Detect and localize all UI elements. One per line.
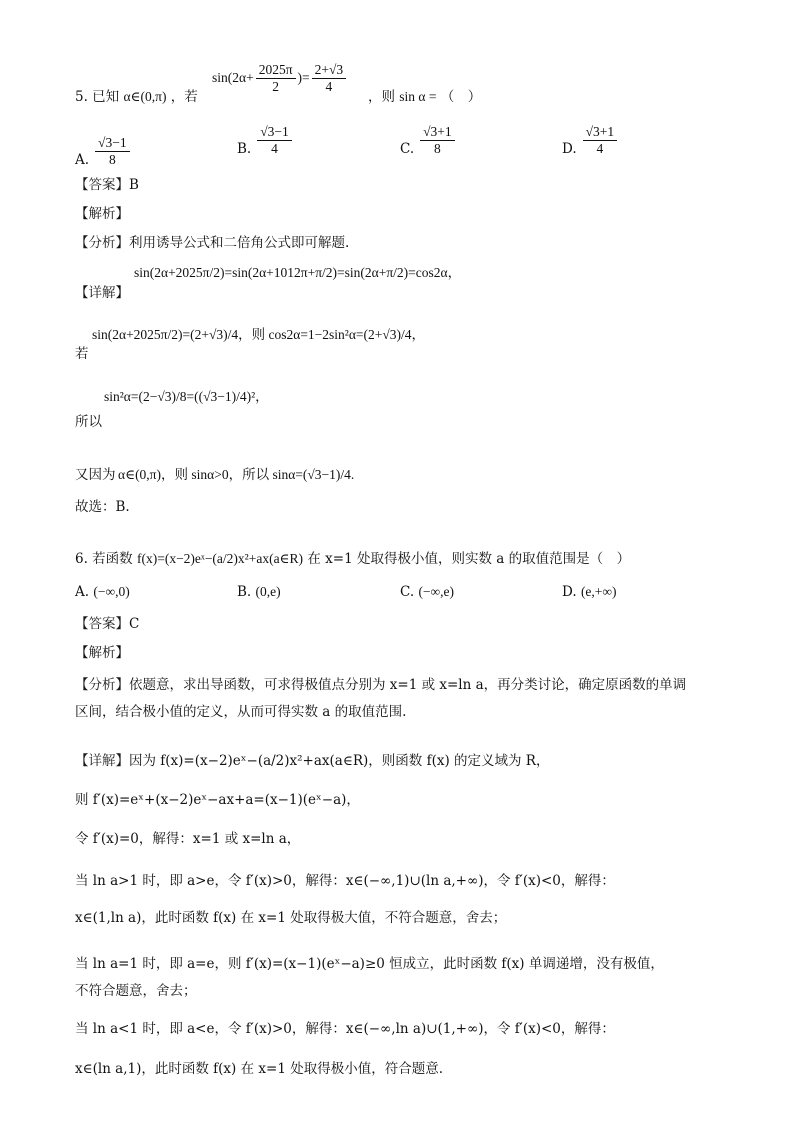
q5-cond2 bbox=[212, 62, 348, 95]
q6-stem bbox=[75, 550, 630, 568]
q5-option-c-num: √3+1 bbox=[420, 124, 455, 141]
q6-option-d bbox=[562, 584, 617, 600]
q5-option-a-label: A. bbox=[75, 152, 90, 168]
q6-detail-5: x∈(1,ln a)，此时函数 f(x) 在 x=1 处取得极大值，不符合题意，舍去； bbox=[75, 910, 507, 926]
q6-detail-9: x∈(ln a,1)，此时函数 f(x) 在 x=1 处取得极小值，符合题意. bbox=[75, 1061, 443, 1077]
q5-answer-value: B bbox=[129, 177, 139, 193]
q5-option-d-num: √3+1 bbox=[583, 124, 618, 141]
q5-sep2: ，则 bbox=[368, 89, 395, 105]
q5-cond2-rden: 4 bbox=[325, 79, 333, 94]
q5-cond2-den: 2 bbox=[272, 79, 279, 94]
q5-detail-4: α∈(0,π)，则 sinα>0，所以 sinα=(√3−1)/4. bbox=[118, 467, 355, 482]
q6-detail-1 bbox=[75, 752, 549, 770]
q5-detail-1: sin(2α+2025π/2)=sin(2α+1012π+π/2)=sin(2α+π/2)=cos2α， bbox=[134, 265, 462, 280]
q6-func: f(x)=(x−2)eˣ−(a/2)x²+ax(a∈R) bbox=[136, 551, 304, 566]
q6-option-c-text: (−∞,e) bbox=[418, 584, 455, 599]
q5-cond1: α∈(0,π) bbox=[123, 89, 167, 104]
q6-option-a-text: (−∞,0) bbox=[93, 584, 130, 599]
q6-fenxi-2: 区间，结合极小值的定义，从而可得实数 a 的取值范围. bbox=[75, 704, 407, 720]
q5-cond2-num: 2025π bbox=[256, 62, 296, 79]
q5-cond2-rfrac bbox=[312, 62, 347, 95]
q5-ask bbox=[368, 88, 481, 106]
q5-option-c-frac bbox=[420, 124, 455, 157]
q5-option-b-label: B. bbox=[237, 141, 252, 157]
q5-option-a-den: 8 bbox=[108, 152, 116, 167]
q5-paren: （ ） bbox=[440, 89, 482, 105]
q5-option-b bbox=[237, 124, 294, 157]
q5-fenxi-text: 利用诱导公式和二倍角公式即可解题. bbox=[129, 235, 350, 251]
q6-option-b bbox=[237, 584, 281, 600]
q6-option-a bbox=[75, 584, 130, 600]
q5-option-d-frac bbox=[583, 124, 618, 157]
q6-detail-3: 令 f′(x)=0，解得：x=1 或 x=ln a， bbox=[75, 831, 301, 847]
q6-option-a-label: A. bbox=[75, 584, 90, 600]
q5-detail-5: 故选：B. bbox=[75, 499, 130, 515]
q5-cond2-rnum: 2+√3 bbox=[312, 62, 347, 79]
q5-option-c-label: C. bbox=[400, 141, 415, 157]
q6-detail-1-text: 因为 f(x)=(x−2)eˣ−(a/2)x²+ax(a∈R)，则函数 f(x) 的定义域为 R， bbox=[129, 753, 550, 769]
q6-option-d-text: (e,+∞) bbox=[580, 584, 617, 599]
q6-detail-8: 当 ln a<1 时，即 a<e，令 f′(x)>0，解得：x∈(−∞,ln a)∪(1,+∞)，令 f′(x)<0，解得： bbox=[75, 1021, 615, 1037]
q5-answer-tag: 【答案】 bbox=[75, 177, 129, 193]
q5-cond2-mid: )= bbox=[297, 70, 310, 85]
q6-stem-mid: 在 x=1 处取得极小值，则实数 a 的取值范围是（ ） bbox=[307, 551, 631, 567]
q5-fenxi-tag: 【分析】 bbox=[75, 235, 129, 251]
q6-fenxi-1 bbox=[75, 676, 686, 694]
q5-option-c-den: 8 bbox=[434, 141, 441, 156]
q6-option-b-label: B. bbox=[237, 584, 252, 600]
q5-sep1: ，若 bbox=[170, 89, 198, 105]
q6-detail-7: 不符合题意，舍去； bbox=[75, 983, 197, 999]
q6-option-b-text: (0,e) bbox=[255, 584, 281, 599]
q5-option-b-den: 4 bbox=[271, 141, 278, 156]
q5-option-b-num: √3−1 bbox=[257, 124, 292, 141]
q6-analysis-tag: 【解析】 bbox=[75, 645, 129, 661]
q5-option-a-frac bbox=[95, 135, 130, 168]
q5-detail-3-pre: 所以 bbox=[75, 414, 102, 430]
q6-answer-value: C bbox=[129, 616, 140, 632]
q5-option-d-label: D. bbox=[562, 141, 577, 157]
q6-option-d-label: D. bbox=[562, 584, 577, 600]
q5-stem bbox=[75, 88, 198, 106]
q5-detail-4-pre: 又因为 bbox=[75, 467, 116, 483]
q6-detail-4: 当 ln a>1 时，即 a>e，令 f′(x)>0，解得：x∈(−∞,1)∪(ln a,+∞)，令 f′(x)<0，解得： bbox=[75, 873, 615, 889]
q5-option-a bbox=[75, 124, 132, 168]
q6-option-c-label: C. bbox=[400, 584, 415, 600]
q5-detail-2-pre: 若 bbox=[75, 346, 89, 362]
q6-detail-6: 当 ln a=1 时，即 a=e，则 f′(x)=(x−1)(eˣ−a)≥0 恒成立，此时函数 f(x) 单调递增，没有极值， bbox=[75, 956, 664, 972]
q6-xiangjie-tag: 【详解】 bbox=[75, 753, 129, 769]
q5-answer bbox=[75, 176, 139, 194]
q5-xiangjie-tag: 【详解】 bbox=[75, 285, 129, 301]
q6-fenxi-tag: 【分析】 bbox=[75, 677, 129, 693]
q5-detail-2: sin(2α+2025π/2)=(2+√3)/4，则 cos2α=1−2sin²α=(2+√3)/4， bbox=[92, 327, 426, 342]
q5-analysis-tag: 【解析】 bbox=[75, 206, 129, 222]
q5-detail-3: sin²α=(2−√3)/8=((√3−1)/4)²， bbox=[104, 389, 269, 404]
q5-prefix: 5. 已知 bbox=[75, 89, 120, 105]
q5-fenxi bbox=[75, 234, 349, 252]
q6-prefix: 6. 若函数 bbox=[75, 551, 133, 567]
q5-cond2-lhs: sin(2α+ bbox=[212, 70, 254, 85]
q6-fenxi-text1: 依题意，求出导函数，可求得极值点分别为 x=1 或 x=ln a，再分类讨论，确定原函数的单调 bbox=[129, 677, 687, 693]
q6-answer bbox=[75, 615, 139, 633]
q5-cond2-frac bbox=[256, 62, 296, 95]
q6-answer-tag: 【答案】 bbox=[75, 616, 129, 632]
q5-ask-expr: sin α = bbox=[399, 89, 437, 104]
q5-option-c bbox=[400, 124, 457, 157]
q5-option-b-frac bbox=[257, 124, 292, 157]
q6-detail-2: 则 f′(x)=eˣ+(x−2)eˣ−ax+a=(x−1)(eˣ−a)， bbox=[75, 792, 360, 808]
q5-option-a-num: √3−1 bbox=[95, 135, 130, 152]
q5-option-d-den: 4 bbox=[596, 141, 604, 156]
q6-option-c bbox=[400, 584, 454, 600]
q5-option-d bbox=[562, 124, 619, 157]
